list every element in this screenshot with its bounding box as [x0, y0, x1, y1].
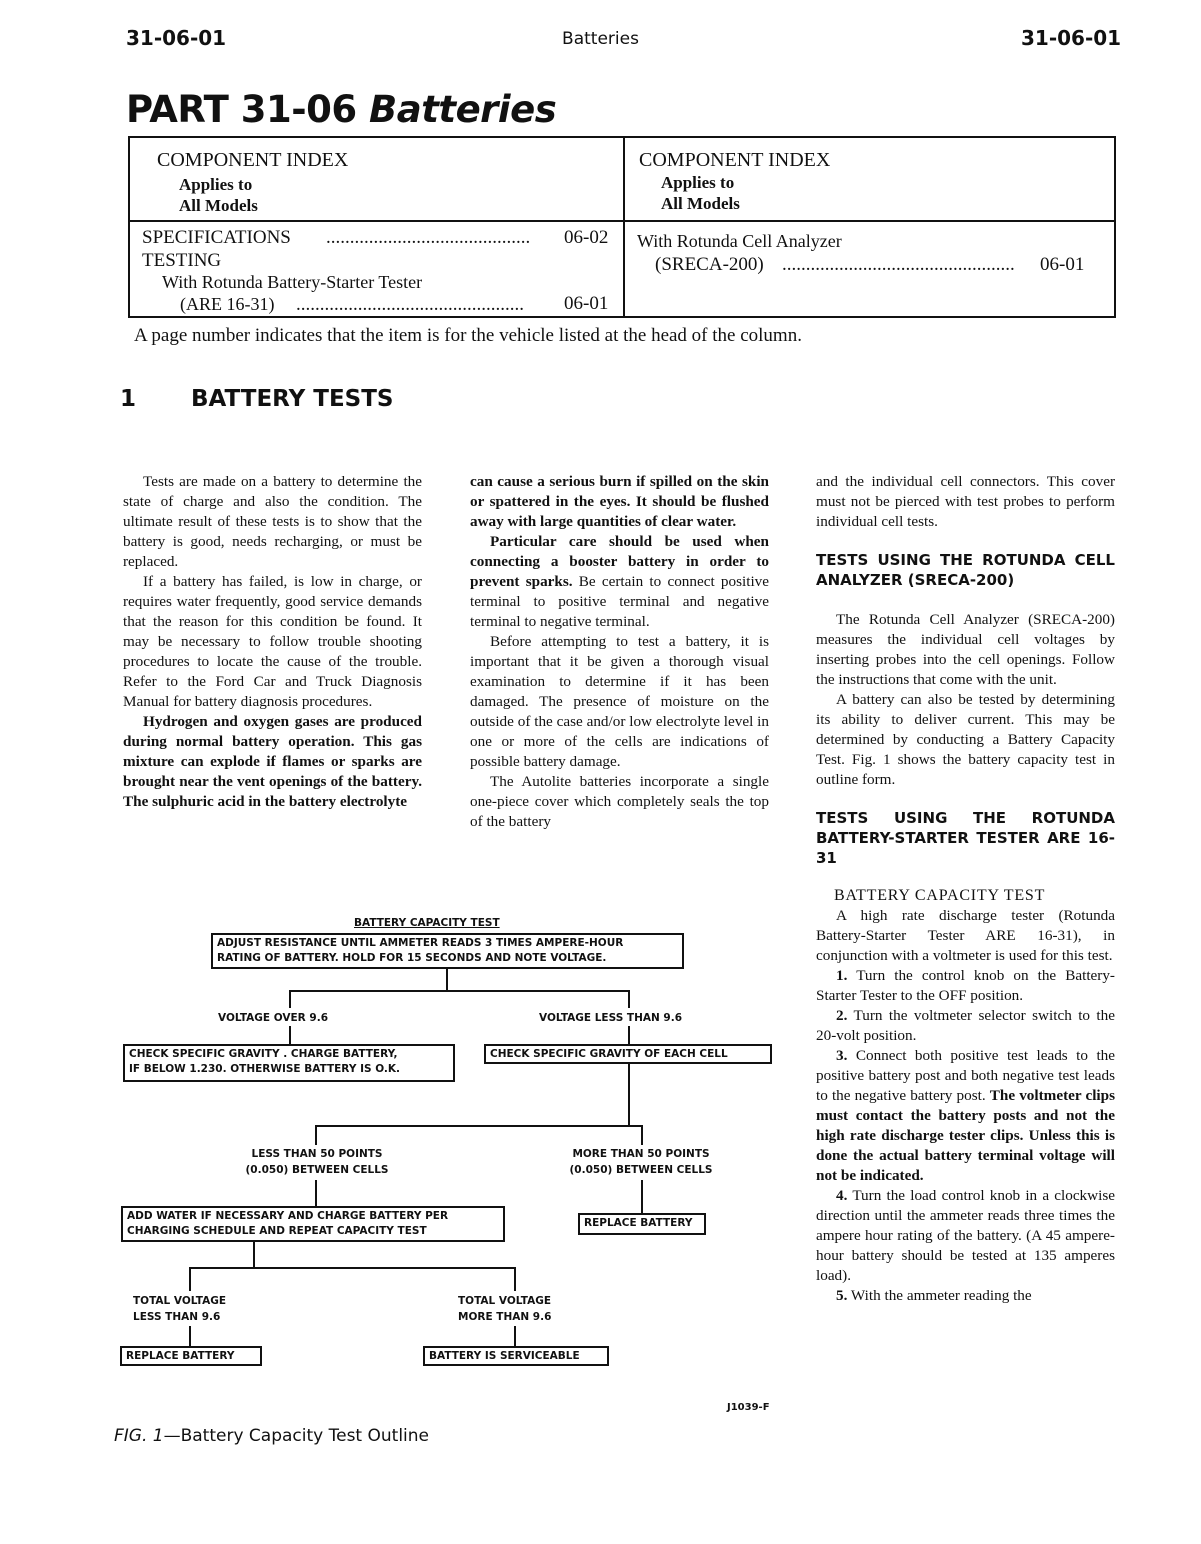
paragraph: The Rotunda Cell Analyzer (SRECA-200) measures the individual cell voltages by inserting probes into the cell openings. Follow the instructions that come with the unit. — [816, 611, 1115, 688]
box-text: IF BELOW 1.230. OTHERWISE BATTERY IS O.K. — [129, 1063, 401, 1075]
label-text: TOTAL VOLTAGE — [458, 1295, 551, 1307]
step-number: 1. — [836, 967, 848, 984]
step-1 — [816, 966, 1115, 1006]
label-text: (0.050) BETWEEN CELLS — [569, 1164, 713, 1176]
index-applies-right: Applies to — [661, 173, 735, 192]
label-text: (0.050) BETWEEN CELLS — [245, 1164, 389, 1176]
warning-paragraph: Hydrogen and oxygen gases are produced during normal battery operation. This gas mixture can explode if flames or sparks are brought near the vent openings of the battery. The sulphuric acid in the battery electrolyte — [123, 713, 422, 810]
subheading-capacity-test: BATTERY CAPACITY TEST — [834, 887, 1046, 904]
figure-caption-text: —Battery Capacity Test Outline — [163, 1426, 429, 1446]
box-add-water — [121, 1206, 505, 1242]
page-code-left: 31-06-01 — [126, 26, 227, 50]
index-page-are-16-31: 06-01 — [564, 293, 609, 314]
index-models-left: All Models — [179, 196, 258, 215]
step-text: Turn the load control knob in a clockwise direction until the ammeter reads three times the ampere hour rating of the battery. (A 45 ampere-hour battery should be tested at 135 amperes load). — [816, 1187, 1115, 1284]
box-text: CHECK SPECIFIC GRAVITY . CHARGE BATTERY, — [129, 1048, 398, 1060]
paragraph: If a battery has failed, is low in charge, or requires water frequently, good service demands that the reason for this condition be found. It may be necessary to follow trouble shooting procedures to locate the cause of the trouble. Refer to the Ford Car and Truck Diagnosis Manual for battery diagnosis procedures. — [123, 573, 422, 710]
step-2 — [816, 1006, 1115, 1046]
step-5 — [816, 1286, 1115, 1306]
label-less-than-50 — [244, 1146, 390, 1178]
index-heading-right: COMPONENT INDEX — [639, 149, 831, 171]
box-text: ADD WATER IF NECESSARY AND CHARGE BATTERY PER — [127, 1210, 449, 1222]
label-total-voltage-more — [458, 1293, 551, 1325]
label-voltage-less: VOLTAGE LESS THAN 9.6 — [539, 1012, 683, 1024]
box-replace-battery-2: REPLACE BATTERY — [120, 1346, 262, 1366]
part-title — [126, 88, 556, 131]
step-number: 2. — [836, 1007, 848, 1024]
index-note: A page number indicates that the item is for the vehicle listed at the head of the column. — [134, 325, 802, 346]
part-name: Batteries — [369, 88, 557, 131]
text-column-3 — [816, 472, 1115, 1306]
index-models-right: All Models — [661, 194, 740, 213]
step-text: Turn the control knob on the Battery-Starter Tester to the OFF position. — [816, 967, 1115, 1004]
label-text: TOTAL VOLTAGE — [133, 1295, 226, 1307]
label-more-than-50 — [562, 1146, 720, 1178]
text-column-2 — [470, 472, 769, 832]
box-text: RATING OF BATTERY. HOLD FOR 15 SECONDS AND NOTE VOLTAGE. — [217, 952, 607, 964]
paragraph: and the individual cell connectors. This cover must not be pierced with test probes to perform individual cell tests. — [816, 473, 1115, 530]
index-page-specifications: 06-02 — [564, 227, 609, 248]
section-title: BATTERY TESTS — [191, 386, 394, 412]
step-text: Turn the voltmeter selector switch to the 20-volt position. — [816, 1007, 1115, 1044]
index-entry-testing: TESTING — [142, 250, 222, 271]
paragraph: The Autolite batteries incorporate a single one-piece cover which completely seals the top of the battery — [470, 773, 769, 830]
subheading-cell-analyzer: TESTS USING THE ROTUNDA CELL ANALYZER (SRECA-200) — [816, 551, 1115, 589]
box-check-specific-gravity — [123, 1044, 455, 1082]
index-entry-battery-starter-tester: With Rotunda Battery-Starter Tester — [162, 272, 423, 292]
label-voltage-over: VOLTAGE OVER 9.6 — [218, 1012, 329, 1024]
index-entry-specifications: SPECIFICATIONS — [142, 227, 291, 248]
index-applies-left: Applies to — [179, 175, 253, 194]
figure-code: J1039-F — [727, 1402, 770, 1413]
label-text: MORE THAN 50 POINTS — [572, 1148, 710, 1160]
box-adjust-resistance — [211, 933, 684, 969]
step-text: Connect both positive test leads to the positive battery post and both negative test leads to the negative battery post. — [816, 1047, 1116, 1104]
step-4 — [816, 1186, 1115, 1286]
index-entry-cell-analyzer: With Rotunda Cell Analyzer — [637, 231, 842, 251]
page-code-right: 31-06-01 — [1021, 26, 1122, 50]
flowchart-title: BATTERY CAPACITY TEST — [354, 917, 500, 929]
box-check-each-cell: CHECK SPECIFIC GRAVITY OF EACH CELL — [484, 1044, 772, 1064]
paragraph: Before attempting to test a battery, it is important that it be given a thorough visual examination to determine if it has been damaged. The presence of moisture on the outside of the case and/or low electrolyte level in one or more of the cells are indications of possible battery damage. — [470, 633, 769, 770]
running-title: Batteries — [562, 29, 639, 49]
caution-text: Particular care should be used when connecting a booster battery in order to prevent sparks. — [470, 533, 769, 590]
index-page-sreca-200: 06-01 — [1040, 254, 1085, 275]
label-total-voltage-less — [133, 1293, 226, 1325]
paragraph: A battery can also be tested by determining its ability to deliver current. This may be determined by conducting a Battery Capacity Test. Fig. 1 shows the battery capacity test in outline form. — [816, 691, 1115, 788]
paragraph-text: Be certain to connect positive terminal to positive terminal and negative terminal to negative terminal. — [470, 573, 770, 630]
warning-paragraph: can cause a serious burn if spilled on the skin or spattered in the eyes. It should be flushed away with large quantities of clear water. — [470, 473, 769, 530]
component-index-table: COMPONENT INDEX Applies to All Models COMPONENT INDEX Applies to All Models SPECIFICATIONS ........................................... 06-02 TESTING With Rotunda Battery-Starter Tester (ARE 16-31) ................................................ 06-01 With Rotunda Cell Analyzer (SRECA-200) ................................................. 06-01 — [128, 136, 1116, 318]
box-text: CHARGING SCHEDULE AND REPEAT CAPACITY TEST — [127, 1225, 427, 1237]
index-heading-left: COMPONENT INDEX — [157, 149, 349, 171]
figure-label: FIG. 1 — [114, 1426, 164, 1446]
paragraph: Tests are made on a battery to determine the state of charge and also the condition. The ultimate result of these tests is to show that the battery is good, needs recharging, or must be replaced. — [123, 473, 422, 570]
label-text: MORE THAN 9.6 — [458, 1311, 552, 1323]
label-text: LESS THAN 9.6 — [133, 1311, 221, 1323]
step-number: 4. — [836, 1187, 848, 1204]
label-text: LESS THAN 50 POINTS — [251, 1148, 383, 1160]
step-number: 5. — [836, 1287, 848, 1304]
index-entry-are-16-31: (ARE 16-31) — [180, 294, 275, 314]
box-replace-battery-1: REPLACE BATTERY — [578, 1213, 706, 1235]
paragraph — [470, 532, 769, 632]
text-column-1 — [123, 472, 422, 812]
index-entry-sreca-200: (SRECA-200) — [655, 254, 764, 275]
box-text: ADJUST RESISTANCE UNTIL AMMETER READS 3 TIMES AMPERE-HOUR — [217, 937, 624, 949]
box-battery-serviceable: BATTERY IS SERVICEABLE — [423, 1346, 609, 1366]
step-number: 3. — [836, 1047, 848, 1064]
part-number: PART 31-06 — [126, 88, 357, 131]
step-text: With the ammeter reading the — [850, 1287, 1032, 1304]
figure-caption — [114, 1426, 429, 1446]
paragraph: A high rate discharge tester (Rotunda Battery-Starter Tester ARE 16-31), in conjunction with a voltmeter is used for this test. — [816, 907, 1115, 964]
section-number: 1 — [120, 386, 137, 412]
subheading-battery-starter-tester: TESTS USING THE ROTUNDA BATTERY-STARTER TESTER ARE 16-31 — [816, 809, 1115, 867]
step-warning: The voltmeter clips must contact the battery posts and not the high rate discharge tester clips. Unless this is done the actual battery terminal voltage will not be indicated. — [816, 1087, 1116, 1184]
step-3 — [816, 1046, 1115, 1186]
